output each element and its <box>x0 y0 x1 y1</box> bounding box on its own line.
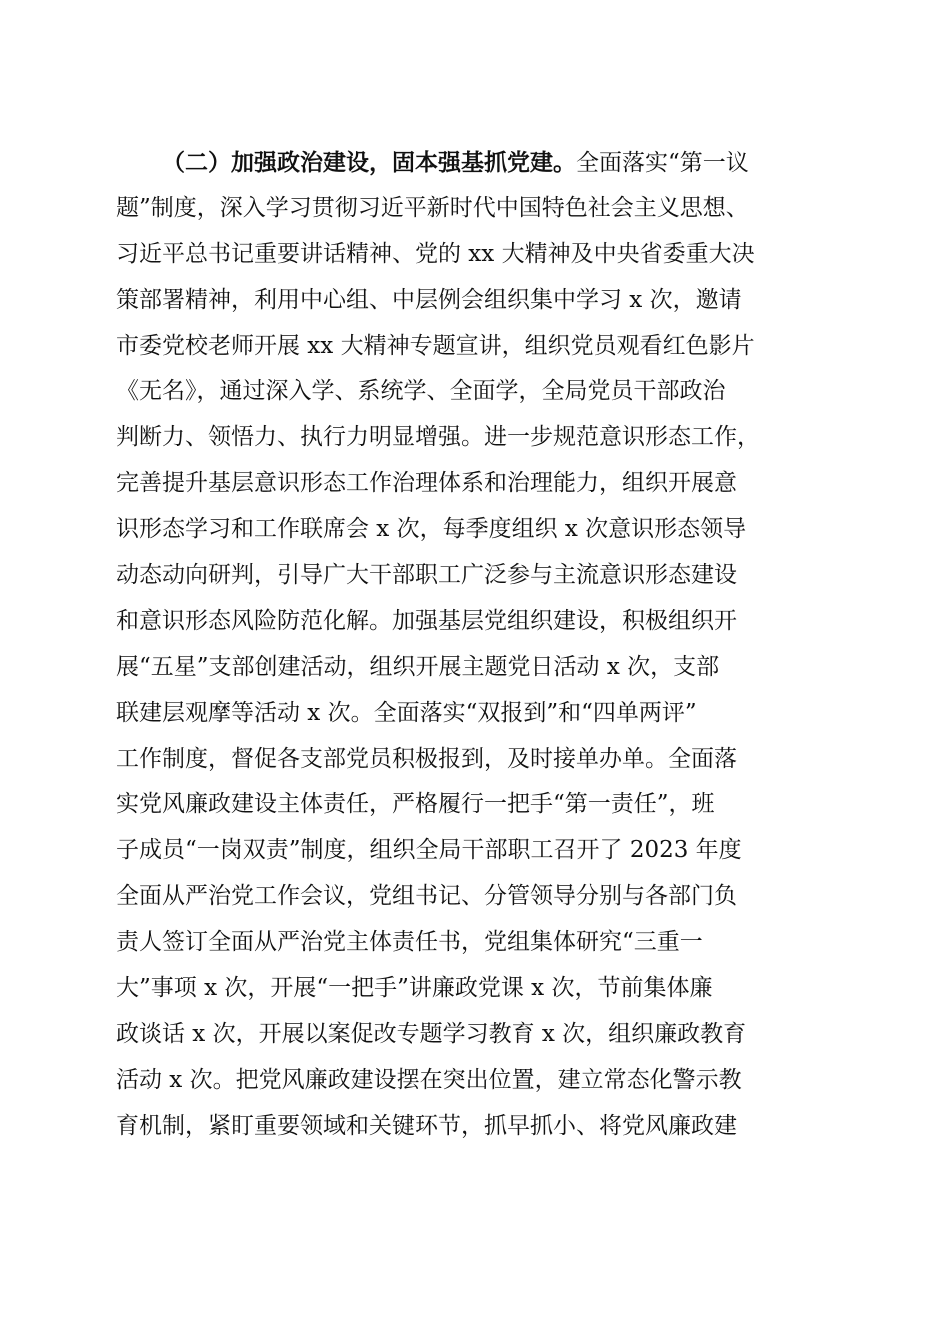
paragraph-line-15: 实党风廉政建设主体责任，严格履行一把手“第一责任”，班 <box>116 791 715 818</box>
paragraph-line-20: 政谈话 x 次，开展以案促改专题学习教育 x 次，组织廉政教育 <box>116 1020 747 1047</box>
paragraph-line-18: 责人签订全面从严治党主体责任书，党组集体研究“三重一 <box>116 929 703 956</box>
paragraph-line-19: 大”事项 x 次，开展“一把手”讲廉政党课 x 次，节前集体廉 <box>116 975 713 1002</box>
paragraph-line-9: 识形态学习和工作联席会 x 次，每季度组织 x 次意识形态领导 <box>116 516 747 543</box>
paragraph-line-5: 市委党校老师开展 xx 大精神专题宣讲，组织党员观看红色影片 <box>116 332 755 359</box>
section-heading: （二）加强政治建设，固本强基抓党建。 <box>162 149 576 176</box>
paragraph-line-12: 展“五星”支部创建活动，组织开展主题党日活动 x 次，支部 <box>116 653 720 680</box>
document-body <box>116 140 836 1150</box>
paragraph-line-10: 动态动向研判，引导广大干部职工广泛参与主流意识形态建设 <box>116 562 737 589</box>
paragraph-line-2: 题”制度，深入学习贯彻习近平新时代中国特色社会主义思想、 <box>116 194 749 221</box>
body-text: 全面落实“第一议 <box>576 150 749 176</box>
paragraph-line-7: 判断力、领悟力、执行力明显增强。进一步规范意识形态工作， <box>116 424 760 451</box>
paragraph-line-3: 习近平总书记重要讲话精神、党的 xx 大精神及中央省委重大决 <box>116 240 755 267</box>
paragraph-line-6: 《无名》，通过深入学、系统学、全面学，全局党员干部政治 <box>116 378 726 405</box>
paragraph-line-8: 完善提升基层意识形态工作治理体系和治理能力，组织开展意 <box>116 470 737 497</box>
paragraph-line-14: 工作制度，督促各支部党员积极报到，及时接单办单。全面落 <box>116 745 737 772</box>
paragraph-line-13: 联建层观摩等活动 x 次。全面落实“双报到”和“四单两评” <box>116 699 697 726</box>
paragraph-line-16: 子成员“一岗双责”制度，组织全局干部职工召开了 2023 年度 <box>116 837 742 864</box>
paragraph-line-17: 全面从严治党工作会议，党组书记、分管领导分别与各部门负 <box>116 883 737 910</box>
paragraph-line-22: 育机制，紧盯重要领域和关键环节，抓早抓小、将党风廉政建 <box>116 1112 737 1139</box>
paragraph-line-1 <box>116 140 836 186</box>
paragraph-line-4: 策部署精神，利用中心组、中层例会组织集中学习 x 次，邀请 <box>116 286 742 313</box>
paragraph-line-11: 和意识形态风险防范化解。加强基层党组织建设，积极组织开 <box>116 607 737 634</box>
paragraph-line-21: 活动 x 次。把党风廉政建设摆在突出位置，建立常态化警示教 <box>116 1066 742 1093</box>
